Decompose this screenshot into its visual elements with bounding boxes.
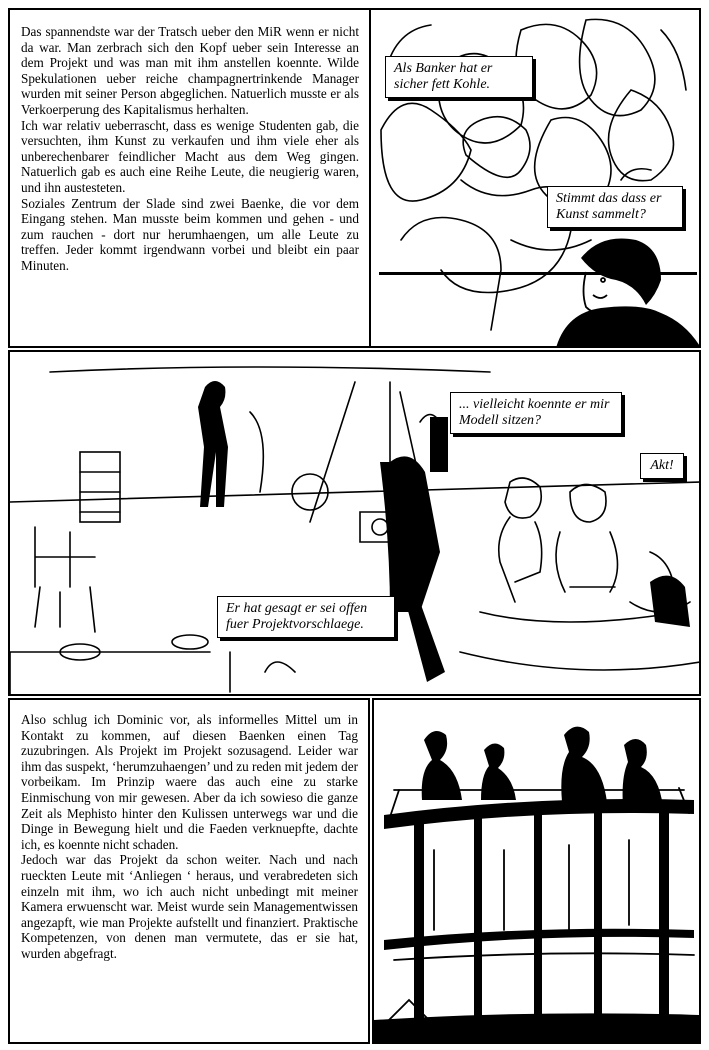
outro-paragraph-1: Also schlug ich Dominic vor, als informelles Mittel um in Kontakt zu kommen, auf diesen Baenken einen Tag zuzubringen. Als Projekt im Projekt sozusagend. Leider war ihm das suspekt, ‘herumzuhaengen’ und zu reden mit jedem der vorbeikam. Im Prinzip waere das auch eine zu starke Einmischung von mir gewesen. Aber da ich sowieso die ganze Zeit als Mephisto hinter den Kulissen unterwegs war und die Dinge in Bewegung hielt und die Faeden verknuepfte, dachte ich, es koennte nicht schaden. [21, 712, 358, 852]
outro-paragraph-2: Jedoch war das Projekt da schon weiter. Nach und nach rueckten Leute mit ‘Anliegen ‘ heraus, und verabredeten sich einzeln mit ihm, wo ich auch nicht unbedingt mit meiner Kamera erwuenscht war. Meist wurde sein Managementwissen angezapft, wie man Projekte aufstellt und finanziert. Praktische Kompetenzen, von denen man vermutete, das er sie hat, wurden abgefragt. [21, 852, 358, 961]
bubble-banker-text: Als Banker hat er sicher fett Kohle. [394, 61, 493, 92]
bubble-art-text: Stimmt das dass er Kunst sammelt? [556, 191, 662, 222]
bench-drawing-panel [372, 698, 701, 1044]
bubble-model-text: ... vielleicht koennte er mir Modell sitzen? [459, 397, 610, 428]
speech-bubble-art [547, 186, 683, 228]
bubble-akt-text: Akt! [650, 458, 674, 473]
intro-paragraph-2: Ich war relativ ueberrascht, dass es wenige Studenten gab, die versuchten, ihm Kunst zu verkaufen und ihm viele eher als unberechenbarer feindlicher Macht aus dem Weg gingen. Natuerlich gab es auch eine Reihe Leute, die neugierig waren, und ihn austesteten. [21, 117, 359, 195]
outro-text-panel [8, 698, 370, 1044]
gossip-drawing-panel [369, 8, 701, 348]
speech-bubble-open [217, 596, 395, 638]
bubble-open-text: Er hat gesagt er sei offen fuer Projektvorschlaege. [226, 601, 368, 632]
bench-sketch [374, 700, 701, 1044]
intro-paragraph-3: Soziales Zentrum der Slade sind zwei Baenke, die vor dem Eingang stehen. Man musste beim kommen und gehen - und zum rauchen - dort nur herumhaengen, um alle Leute zu treffen. Jeder kommt irgendwann vorbei und bleibt ein paar Minuten. [21, 195, 359, 273]
speech-bubble-banker [385, 56, 533, 98]
speech-bubble-akt [640, 453, 684, 479]
intro-text-panel [8, 8, 371, 348]
speech-bubble-model [450, 392, 622, 434]
studio-drawing-panel [8, 350, 701, 696]
intro-paragraph-1: Das spannendste war der Tratsch ueber den MiR wenn er nicht da war. Man zerbrach sich den Kopf ueber sein Interesse an dem Projekt und was man mit ihm anstellen koennte. Wilde Spekulationen ueber reiche champagnertrinkende Manager wurden mit seiner Person abgeglichen. Natuerlich musste er als Verkoerperung des Kapitalismus herhalten. [21, 24, 359, 117]
